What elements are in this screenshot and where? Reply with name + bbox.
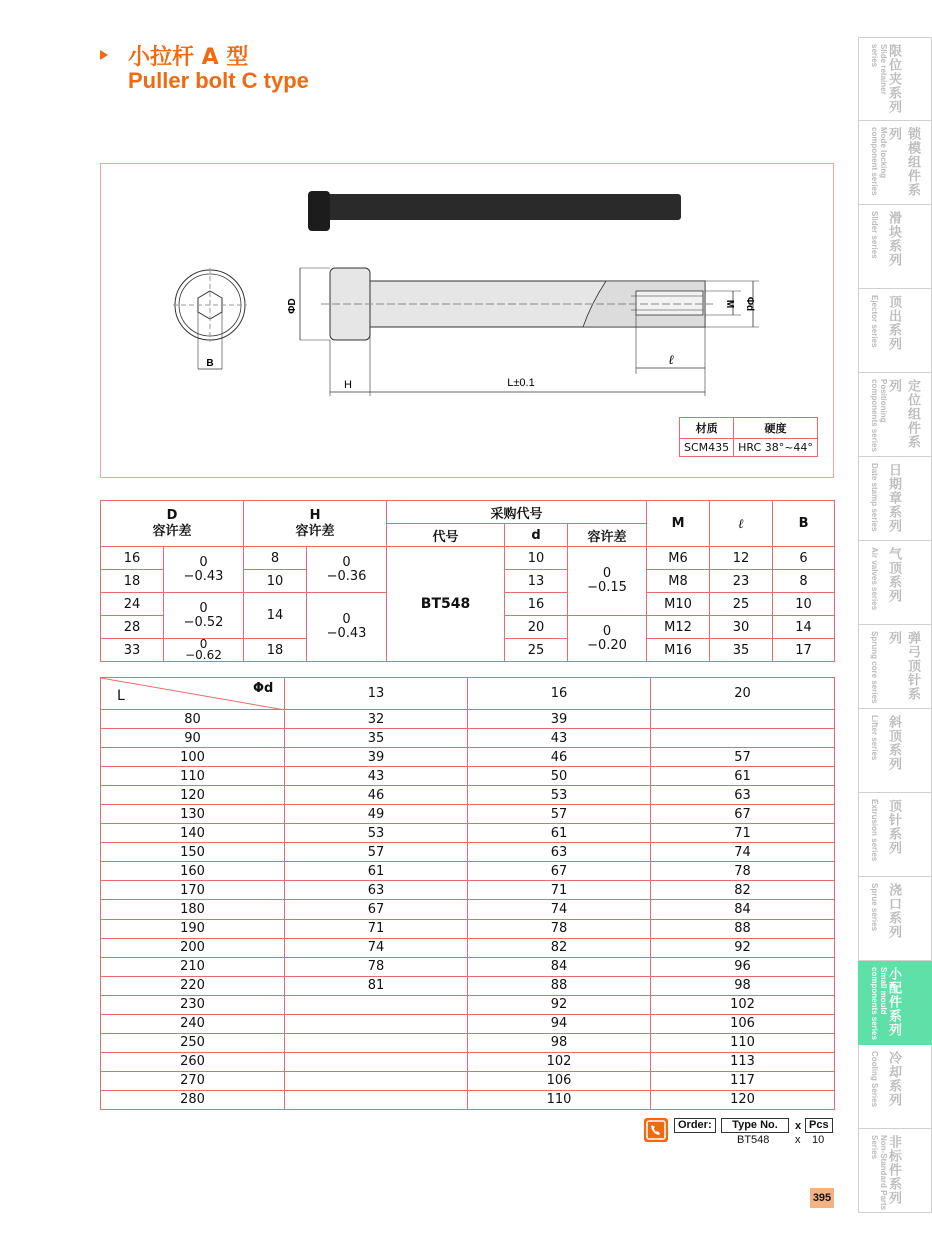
side-tab-en: Cooling Series (870, 1051, 879, 1108)
length-value-cell: 67 (651, 805, 835, 824)
length-value-cell: 43 (468, 729, 651, 748)
side-tab[interactable] (858, 457, 932, 541)
spec-d: 25 (505, 639, 568, 662)
hardness-value: HRC 38°~44° (734, 439, 818, 457)
spec-H: 18 (244, 639, 307, 662)
table-row (101, 767, 835, 786)
spec-header-ell: ℓ (710, 501, 773, 547)
label-phid: Φd (744, 296, 755, 312)
label-B: B (206, 358, 214, 369)
length-value-cell (285, 1014, 468, 1033)
table-row (101, 995, 835, 1014)
length-value-cell: 67 (468, 862, 651, 881)
spec-ell: 25 (710, 593, 773, 616)
spec-d: 10 (505, 547, 568, 570)
spec-ell: 12 (710, 547, 773, 570)
spec-D-tol: 0 −0.43 (164, 547, 244, 593)
length-L-cell: 190 (101, 919, 285, 938)
length-value-cell: 57 (285, 843, 468, 862)
side-tab-cn: 顶出系列 (886, 295, 901, 351)
order-x: x (795, 1120, 802, 1132)
length-value-cell: 61 (468, 824, 651, 843)
order-x2: x (795, 1134, 801, 1146)
length-value-cell: 57 (651, 748, 835, 767)
order-type-value: BT548 (737, 1134, 770, 1146)
length-L-cell: 210 (101, 957, 285, 976)
spec-H-tol: 0 −0.36 (307, 547, 387, 593)
table-row (101, 729, 835, 748)
spec-D: 33 (101, 639, 164, 662)
table-row (101, 805, 835, 824)
side-tab-cn: 浇口系列 (886, 883, 901, 939)
length-L-cell: 160 (101, 862, 285, 881)
length-value-cell: 88 (651, 919, 835, 938)
side-tab-cn: 顶针系列 (886, 799, 901, 855)
length-value-cell (285, 1090, 468, 1109)
side-tab-en: Non-Standard Parts Series (870, 1135, 888, 1211)
title-arrow-icon (100, 50, 108, 60)
spec-H: 10 (244, 570, 307, 593)
length-value-cell: 71 (285, 919, 468, 938)
length-L-cell: 220 (101, 976, 285, 995)
spec-M: M10 (647, 593, 710, 616)
side-tab[interactable] (858, 793, 932, 877)
length-value-cell: 46 (468, 748, 651, 767)
length-L-cell: 130 (101, 805, 285, 824)
order-pcs-label: Pcs (805, 1118, 833, 1133)
length-col-header: 13 (285, 678, 468, 710)
spec-H: 8 (244, 547, 307, 570)
length-value-cell: 32 (285, 710, 468, 729)
spec-header-D (101, 501, 244, 547)
side-tab[interactable] (858, 709, 932, 793)
length-value-cell: 39 (468, 710, 651, 729)
spec-D-tol: 0 −0.52 (164, 593, 244, 639)
corner-L: L (117, 688, 125, 704)
side-tab-en: Sprung core series (870, 631, 879, 704)
spec-code: BT548 (387, 547, 505, 662)
length-value-cell: 106 (468, 1071, 651, 1090)
table-row (101, 1071, 835, 1090)
table-row (101, 938, 835, 957)
side-tab[interactable] (858, 205, 932, 289)
spec-B: 10 (773, 593, 835, 616)
spec-M: M16 (647, 639, 710, 662)
spec-header-code: 代号 (387, 524, 505, 547)
page-title-en: Puller bolt C type (128, 68, 309, 93)
spec-M: M12 (647, 616, 710, 639)
spec-ell: 23 (710, 570, 773, 593)
label-H: H (344, 379, 352, 391)
length-corner-cell (101, 678, 285, 710)
corner-phid: Φd (253, 681, 274, 696)
length-L-cell: 140 (101, 824, 285, 843)
length-value-cell: 63 (468, 843, 651, 862)
label-phiD: ΦD (287, 298, 298, 314)
spec-header-d: d (505, 524, 568, 547)
length-value-cell: 98 (651, 976, 835, 995)
length-value-cell (285, 995, 468, 1014)
length-table (100, 677, 835, 1110)
side-tab-cn: 气顶系列 (886, 547, 901, 603)
length-L-cell: 260 (101, 1052, 285, 1071)
page-title-cn: 小拉杆 A 型 (128, 45, 249, 70)
spec-D: 16 (101, 547, 164, 570)
length-value-cell: 53 (468, 786, 651, 805)
table-row (101, 862, 835, 881)
side-tab[interactable] (858, 1129, 932, 1213)
side-tab-cn: 斜顶系列 (886, 715, 901, 771)
length-value-cell: 57 (468, 805, 651, 824)
side-tab-en: Date stamp series (870, 463, 879, 532)
length-value-cell: 63 (285, 881, 468, 900)
spec-header-D-tol: 容许差 (152, 523, 192, 539)
side-tab[interactable] (858, 289, 932, 373)
spec-table (100, 500, 835, 662)
length-value-cell: 46 (285, 786, 468, 805)
length-value-cell: 74 (285, 938, 468, 957)
spec-header-M: M (647, 501, 710, 547)
length-value-cell: 106 (651, 1014, 835, 1033)
spec-header-H (244, 501, 387, 547)
table-row (101, 919, 835, 938)
spec-B: 6 (773, 547, 835, 570)
side-tab[interactable] (858, 1045, 932, 1129)
length-L-cell: 150 (101, 843, 285, 862)
table-row (101, 976, 835, 995)
category-tabs (858, 37, 932, 1213)
spec-d: 16 (505, 593, 568, 616)
spec-header-purchase: 采购代号 (387, 501, 647, 524)
length-value-cell: 35 (285, 729, 468, 748)
side-tab-en: Lifter series (870, 715, 879, 761)
side-tab-cn: 定位组件系列 (886, 379, 920, 449)
spec-header-d-tol: 容许差 (568, 524, 647, 547)
length-value-cell: 82 (468, 938, 651, 957)
length-col-header: 16 (468, 678, 651, 710)
table-row (101, 843, 835, 862)
length-value-cell: 102 (468, 1052, 651, 1071)
length-value-cell: 84 (651, 900, 835, 919)
spec-B: 8 (773, 570, 835, 593)
length-value-cell (285, 1033, 468, 1052)
length-value-cell: 78 (285, 957, 468, 976)
length-L-cell: 100 (101, 748, 285, 767)
length-L-cell: 90 (101, 729, 285, 748)
spec-D: 28 (101, 616, 164, 639)
spec-D: 18 (101, 570, 164, 593)
table-row (101, 710, 835, 729)
length-value-cell: 53 (285, 824, 468, 843)
length-value-cell: 67 (285, 900, 468, 919)
table-row (101, 1033, 835, 1052)
length-value-cell: 78 (651, 862, 835, 881)
length-value-cell: 61 (285, 862, 468, 881)
spec-D-tol: 0 −0.62 (164, 639, 244, 662)
spec-H: 14 (244, 593, 307, 639)
side-tab-en: Small mould components series (870, 967, 888, 1040)
length-col-header: 20 (651, 678, 835, 710)
spec-B: 17 (773, 639, 835, 662)
side-tab-cn: 小配件系列 (886, 967, 901, 1037)
spec-header-D-label: D (166, 507, 178, 523)
length-L-cell: 180 (101, 900, 285, 919)
side-tab[interactable] (858, 961, 932, 1045)
spec-header-H-tol: 容许差 (295, 523, 335, 539)
length-L-cell: 280 (101, 1090, 285, 1109)
length-value-cell: 84 (468, 957, 651, 976)
length-L-cell: 240 (101, 1014, 285, 1033)
spec-H-tol: 0 −0.43 (307, 593, 387, 662)
length-value-cell: 43 (285, 767, 468, 786)
side-tab-cn: 滑块系列 (886, 211, 901, 267)
spec-d: 20 (505, 616, 568, 639)
length-value-cell (651, 729, 835, 748)
length-value-cell: 74 (468, 900, 651, 919)
table-row (101, 1014, 835, 1033)
length-value-cell: 94 (468, 1014, 651, 1033)
spec-D: 24 (101, 593, 164, 616)
spec-header-B: B (773, 501, 835, 547)
spec-M: M8 (647, 570, 710, 593)
spec-M: M6 (647, 547, 710, 570)
table-row (101, 900, 835, 919)
length-value-cell (285, 1052, 468, 1071)
technical-drawing (100, 163, 834, 478)
spec-ell: 35 (710, 639, 773, 662)
table-row (101, 1090, 835, 1109)
length-value-cell: 74 (651, 843, 835, 862)
table-row (101, 824, 835, 843)
length-value-cell: 88 (468, 976, 651, 995)
length-L-cell: 200 (101, 938, 285, 957)
length-value-cell (651, 710, 835, 729)
length-L-cell: 80 (101, 710, 285, 729)
length-value-cell: 98 (468, 1033, 651, 1052)
length-L-cell: 270 (101, 1071, 285, 1090)
side-tab-en: Slide retainer series (870, 44, 888, 95)
side-tab-en: Extrusion series (870, 799, 879, 862)
length-value-cell (285, 1071, 468, 1090)
length-L-cell: 230 (101, 995, 285, 1014)
table-row (101, 881, 835, 900)
bolt-photo (323, 194, 681, 220)
side-tab-en: Slider series (870, 211, 879, 259)
side-tab-en: Positioning components series (870, 379, 888, 452)
label-L: L±0.1 (507, 377, 535, 389)
spec-d-tol: 0 −0.20 (568, 616, 647, 662)
side-tab[interactable] (858, 373, 932, 457)
material-table (679, 417, 818, 457)
side-tab-cn: 弹弓顶针系列 (886, 631, 920, 701)
length-value-cell: 61 (651, 767, 835, 786)
label-ell: ℓ (668, 353, 674, 368)
length-L-cell: 170 (101, 881, 285, 900)
phone-order-icon (644, 1118, 668, 1142)
side-tab-cn: 限位夹系列 (886, 44, 901, 114)
side-tab-en: Air valves series (870, 547, 879, 611)
order-qty: 10 (812, 1134, 825, 1146)
spec-ell: 30 (710, 616, 773, 639)
side-tab-en: Mode locking component series (870, 127, 888, 196)
side-tab[interactable] (858, 877, 932, 961)
length-value-cell: 92 (468, 995, 651, 1014)
length-value-cell: 49 (285, 805, 468, 824)
side-tab-en: Ejector series (870, 295, 879, 348)
length-L-cell: 110 (101, 767, 285, 786)
length-value-cell: 120 (651, 1090, 835, 1109)
side-tab[interactable] (858, 625, 932, 709)
length-value-cell: 71 (651, 824, 835, 843)
length-value-cell: 110 (651, 1033, 835, 1052)
length-value-cell: 78 (468, 919, 651, 938)
length-value-cell: 71 (468, 881, 651, 900)
spec-d: 13 (505, 570, 568, 593)
length-value-cell: 110 (468, 1090, 651, 1109)
length-value-cell: 113 (651, 1052, 835, 1071)
page-number: 395 (810, 1188, 834, 1208)
length-value-cell: 39 (285, 748, 468, 767)
side-tab-en: Sprue series (870, 883, 879, 932)
label-M: M (724, 299, 735, 309)
table-row (101, 1052, 835, 1071)
side-tab[interactable] (858, 121, 932, 205)
bolt-photo-head (308, 191, 330, 231)
length-value-cell: 102 (651, 995, 835, 1014)
length-value-cell: 92 (651, 938, 835, 957)
side-tab-cn: 冷却系列 (886, 1051, 901, 1107)
length-value-cell: 50 (468, 767, 651, 786)
side-tab[interactable] (858, 541, 932, 625)
side-tab-cn: 锁模组件系列 (886, 127, 920, 197)
material-value: SCM435 (680, 439, 734, 457)
table-row (101, 748, 835, 767)
table-row (101, 957, 835, 976)
side-tab[interactable] (858, 37, 932, 121)
length-value-cell: 96 (651, 957, 835, 976)
side-tab-cn: 非标件系列 (886, 1135, 901, 1205)
side-tab-cn: 日期章系列 (886, 463, 901, 533)
material-header: 材质 (680, 418, 734, 439)
spec-B: 14 (773, 616, 835, 639)
length-value-cell: 81 (285, 976, 468, 995)
thread (636, 291, 703, 315)
length-L-cell: 120 (101, 786, 285, 805)
length-value-cell: 63 (651, 786, 835, 805)
table-row (101, 786, 835, 805)
hardness-header: 硬度 (734, 418, 818, 439)
spec-d-tol: 0 −0.15 (568, 547, 647, 616)
length-L-cell: 250 (101, 1033, 285, 1052)
length-value-cell: 82 (651, 881, 835, 900)
order-type-label: Type No. (721, 1118, 789, 1133)
order-label: Order: (674, 1118, 716, 1133)
spec-header-H-label: H (309, 507, 321, 523)
length-value-cell: 117 (651, 1071, 835, 1090)
